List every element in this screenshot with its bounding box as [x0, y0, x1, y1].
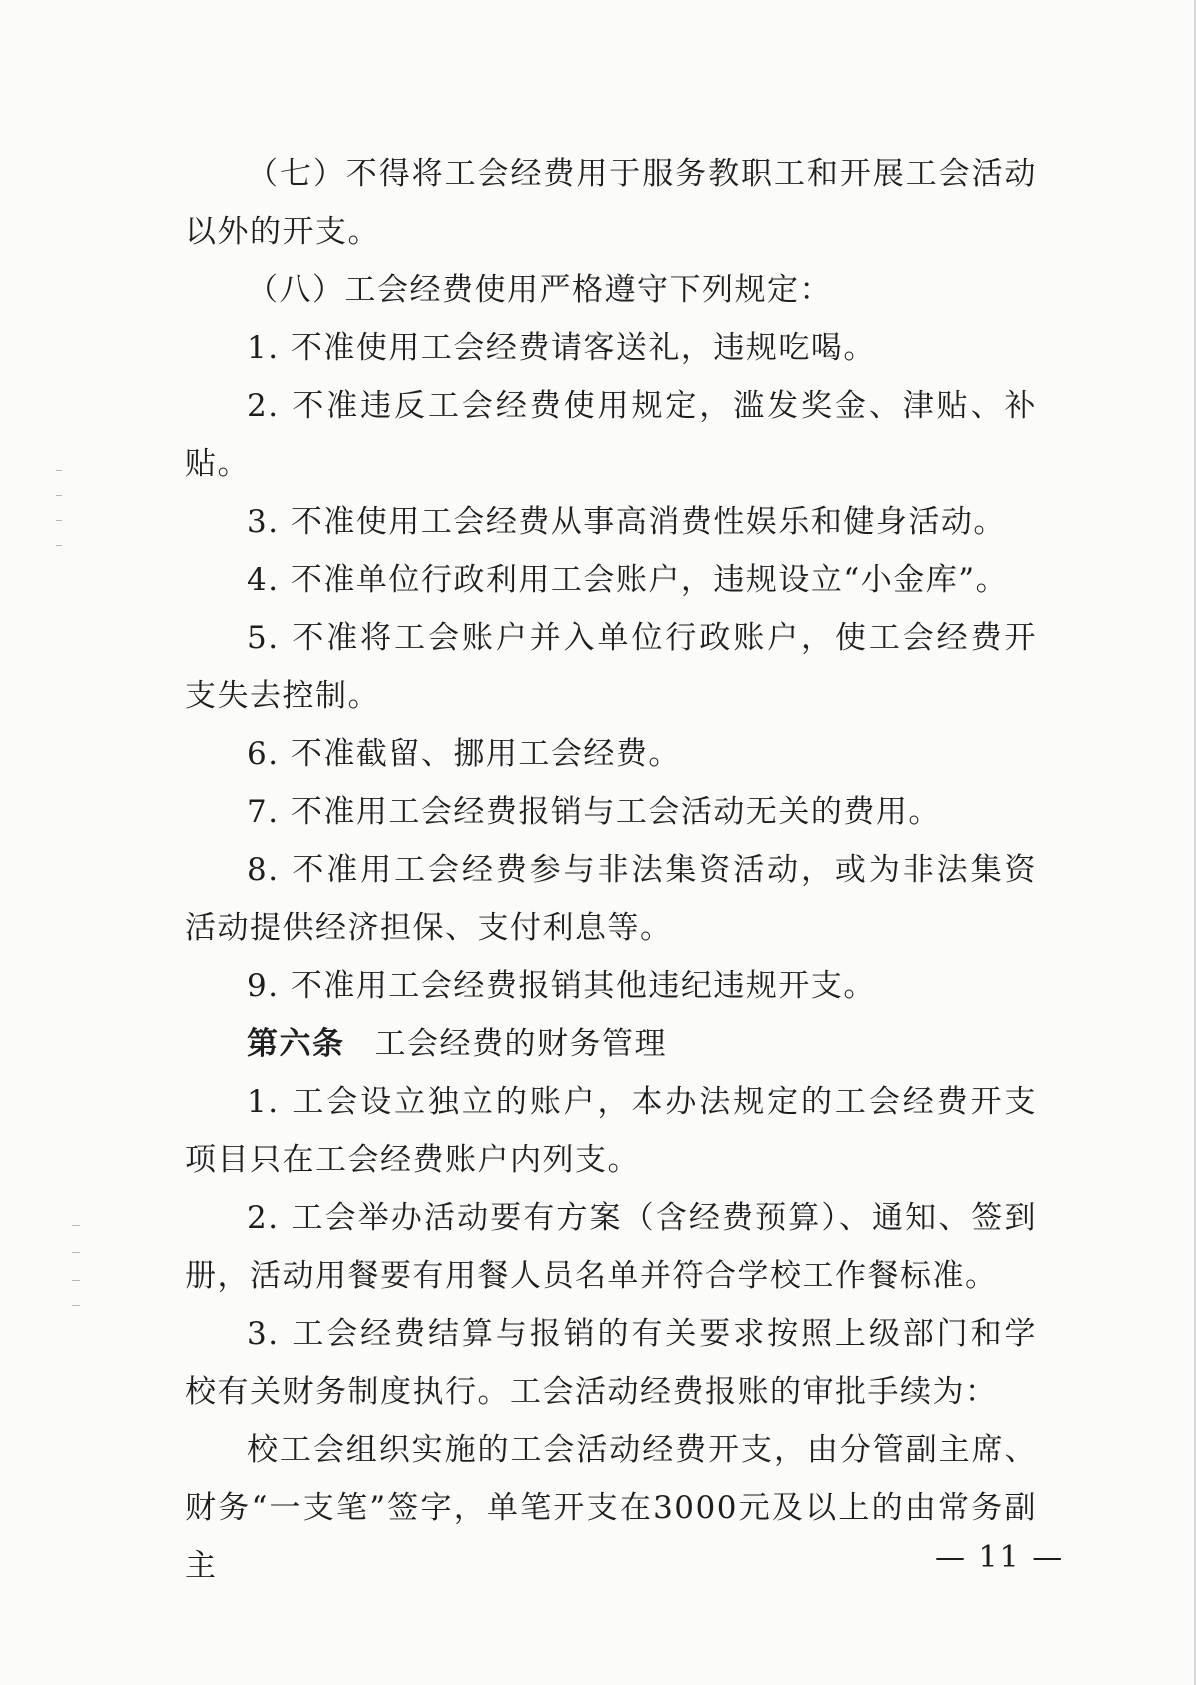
paragraph: 7. 不准用工会经费报销与工会活动无关的费用。 — [247, 794, 941, 830]
scan-mark — [56, 520, 62, 521]
paragraph: 3. 不准使用工会经费从事高消费性娱乐和健身活动。 — [247, 504, 1006, 540]
scan-mark — [72, 1280, 80, 1281]
document-body — [185, 145, 1037, 1595]
paragraph: 1. 工会设立独立的账户，本办法规定的工会经费开支项目只在工会经费账户内列支。 — [185, 1084, 1037, 1178]
paragraph: 2. 不准违反工会经费使用规定，滥发奖金、津贴、补贴。 — [185, 388, 1037, 482]
page-number: — 11 — — [935, 1540, 1065, 1575]
paragraph: 5. 不准将工会账户并入单位行政账户，使工会经费开支失去控制。 — [185, 620, 1037, 714]
paragraph: 1. 不准使用工会经费请客送礼，违规吃喝。 — [247, 330, 876, 366]
paragraph: 3. 工会经费结算与报销的有关要求按照上级部门和学校有关财务制度执行。工会活动经费报账的审批手续为： — [185, 1316, 1037, 1410]
paragraph: 2. 工会举办活动要有方案（含经费预算）、通知、签到册，活动用餐要有用餐人员名单并符合学校工作餐标准。 — [185, 1200, 1037, 1294]
scan-mark — [72, 1252, 80, 1253]
scan-mark — [56, 545, 62, 546]
paragraph: 4. 不准单位行政利用工会账户，违规设立“小金库”。 — [247, 562, 1009, 598]
article-title: 工会经费的财务管理 — [374, 1026, 667, 1062]
paragraph: （七）不得将工会经费用于服务教职工和开展工会活动以外的开支。 — [185, 156, 1037, 250]
paragraph: 8. 不准用工会经费参与非法集资活动，或为非法集资活动提供经济担保、支付利息等。 — [185, 852, 1037, 946]
article-label: 第六条 — [247, 1026, 345, 1062]
scan-mark — [56, 470, 62, 471]
paragraph: （八）工会经费使用严格遵守下列规定： — [247, 272, 832, 308]
scan-mark — [72, 1225, 80, 1226]
scan-mark — [56, 495, 62, 496]
paragraph: 9. 不准用工会经费报销其他违纪违规开支。 — [247, 968, 876, 1004]
scan-mark — [72, 1305, 80, 1306]
paragraph: 校工会组织实施的工会活动经费开支，由分管副主席、财务“一支笔”签字，单笔开支在3000元及以上的由常务副主 — [185, 1432, 1037, 1584]
article-heading — [185, 1015, 1037, 1073]
paragraph: 6. 不准截留、挪用工会经费。 — [247, 736, 681, 772]
